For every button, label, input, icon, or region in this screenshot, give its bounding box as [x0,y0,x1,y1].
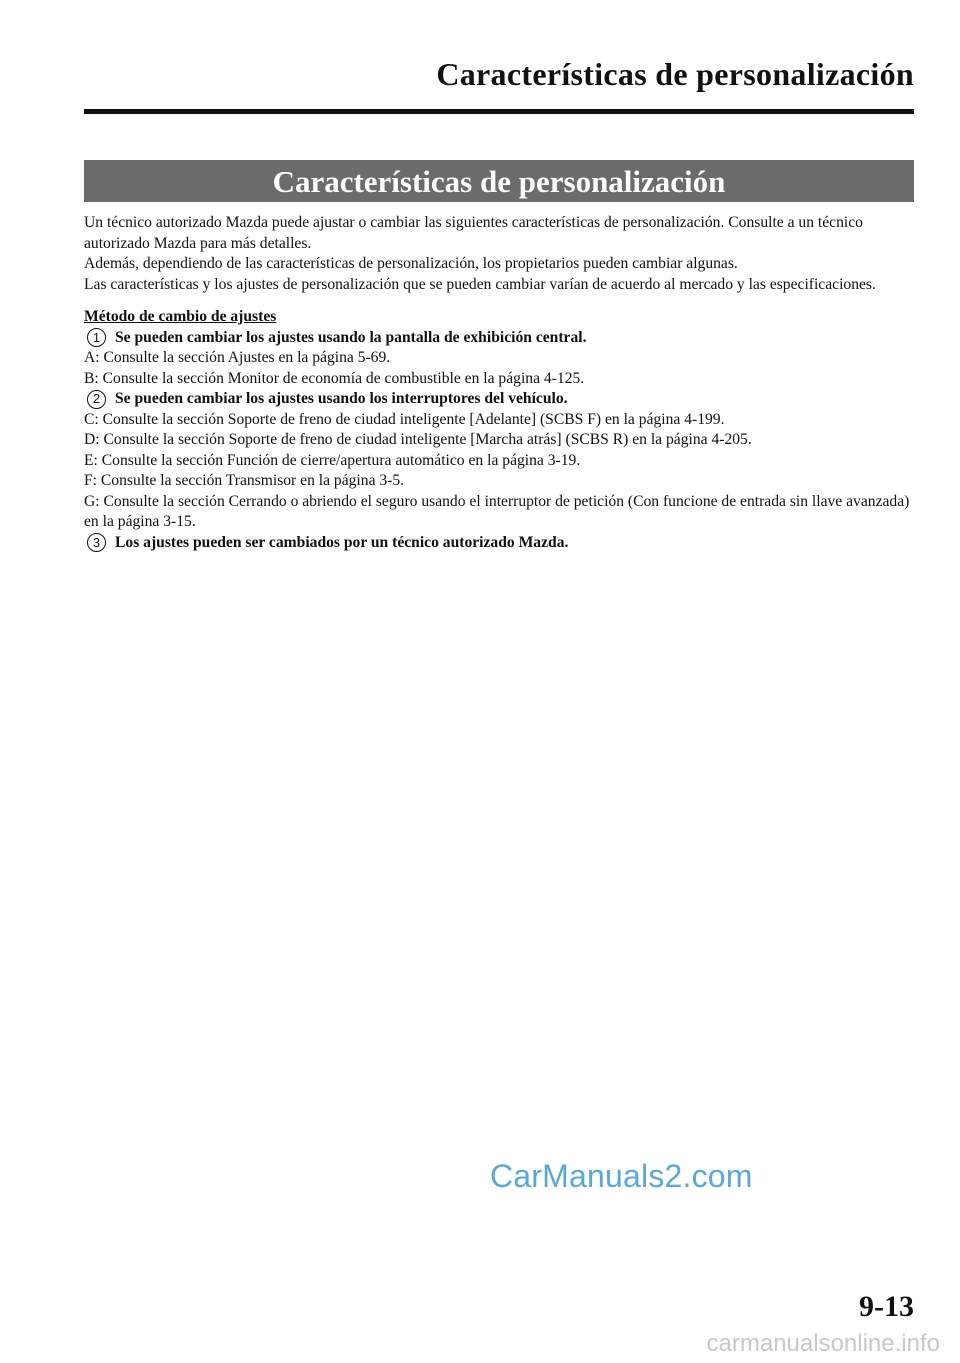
section-content [84,213,914,553]
intro-paragraph: Un técnico autorizado Mazda puede ajustar o cambiar las siguientes características de personalización. Consulte a un técnico autorizado Mazda para más detalles. [84,214,863,252]
running-header-title: Características de personalización [436,56,914,92]
group-title-text: Los ajustes pueden ser cambiados por un técnico autorizado Mazda. [115,533,569,551]
method-group-1 [84,328,914,390]
intro-paragraphs [84,213,914,295]
footer-site-link[interactable]: carmanualsonline.info [706,1330,940,1357]
group-title [84,389,914,410]
intro-paragraph: Además, dependiendo de las características de personalización, los propietarios pueden cambiar algunas. [84,255,738,272]
group-title-text: Se pueden cambiar los ajustes usando los interruptores del vehículo. [115,390,568,407]
watermark-logo: CarManuals2.com [490,1158,753,1194]
intro-paragraph: Las características y los ajustes de personalización que se pueden cambiar varían de acuerdo al mercado y las especificaciones. [84,275,876,293]
group-title [84,328,914,349]
list-item: F: Consulte la sección Transmisor en la página 3-5. [84,472,405,489]
page-number: 9-13 [859,1290,914,1323]
list-item: G: Consulte la sección Cerrando o abriendo el seguro usando el interruptor de petición (Con funcione de entrada sin llave avanzada) en la página 3-15. [84,492,910,530]
group-title [84,533,914,554]
method-group-2 [84,389,914,533]
circled-number-3-icon: 3 [87,533,106,552]
method-group-3 [84,533,914,554]
circled-number-1-icon: 1 [87,328,106,347]
method-title: Método de cambio de ajustes [84,308,277,325]
section-banner: Características de personalización [84,160,914,202]
circled-number-2-icon: 2 [87,390,106,409]
header-rule [84,109,914,114]
list-item: B: Consulte la sección Monitor de economía de combustible en la página 4-125. [84,369,585,387]
list-item: E: Consulte la sección Función de cierre/apertura automático en la página 3-19. [84,451,581,469]
list-item: D: Consulte la sección Soporte de freno de ciudad inteligente [Marcha atrás] (SCBS R) en la página 4-205. [84,431,752,448]
group-title-text: Se pueden cambiar los ajustes usando la pantalla de exhibición central. [115,328,587,346]
list-item: A: Consulte la sección Ajustes en la página 5-69. [84,349,391,366]
list-item: C: Consulte la sección Soporte de freno de ciudad inteligente [Adelante] (SCBS F) en la página 4-199. [84,410,725,428]
